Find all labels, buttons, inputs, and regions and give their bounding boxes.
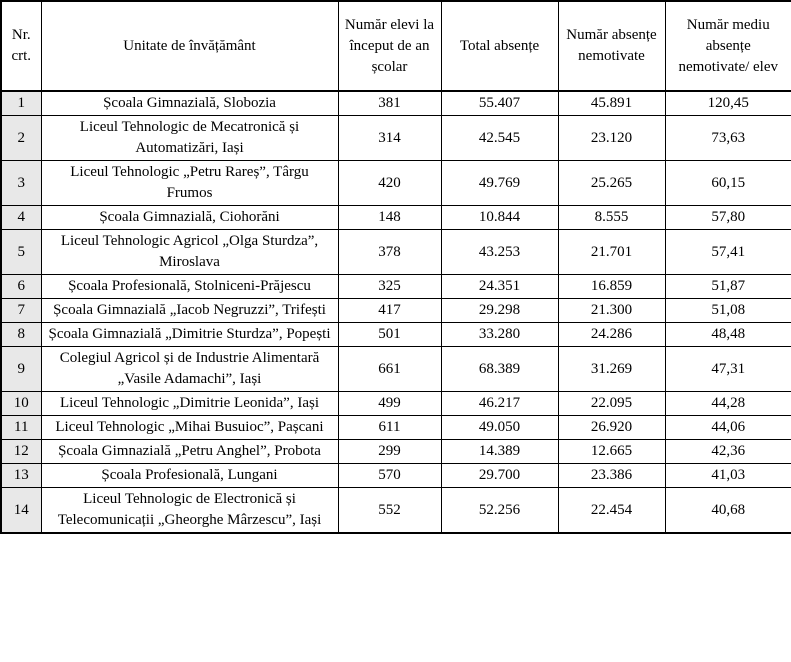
unexcused-absences-cell: 21.701 (558, 230, 665, 275)
total-absences-cell: 29.700 (441, 464, 558, 488)
students-count-cell: 420 (338, 161, 441, 206)
header-unitate: Unitate de învățământ (41, 1, 338, 91)
unexcused-absences-cell: 21.300 (558, 299, 665, 323)
total-absences-cell: 24.351 (441, 275, 558, 299)
row-number-cell: 2 (1, 116, 41, 161)
row-number-cell: 3 (1, 161, 41, 206)
avg-unexcused-cell: 120,45 (665, 91, 791, 116)
unexcused-absences-cell: 22.095 (558, 392, 665, 416)
row-number-cell: 4 (1, 206, 41, 230)
avg-unexcused-cell: 42,36 (665, 440, 791, 464)
unexcused-absences-cell: 16.859 (558, 275, 665, 299)
avg-unexcused-cell: 41,03 (665, 464, 791, 488)
students-count-cell: 148 (338, 206, 441, 230)
avg-unexcused-cell: 73,63 (665, 116, 791, 161)
row-number-cell: 7 (1, 299, 41, 323)
avg-unexcused-cell: 44,06 (665, 416, 791, 440)
table-row (1, 230, 791, 275)
avg-unexcused-cell: 57,80 (665, 206, 791, 230)
unexcused-absences-cell: 12.665 (558, 440, 665, 464)
unexcused-absences-cell: 45.891 (558, 91, 665, 116)
school-name-cell: Liceul Tehnologic Agricol „Olga Sturdza”, Miroslava (41, 230, 338, 275)
row-number-cell: 5 (1, 230, 41, 275)
row-number-cell: 11 (1, 416, 41, 440)
school-name-cell: Colegiul Agricol și de Industrie Alimentară „Vasile Adamachi”, Iași (41, 347, 338, 392)
school-name-cell: Școala Gimnazială, Slobozia (41, 91, 338, 116)
unexcused-absences-cell: 23.386 (558, 464, 665, 488)
avg-unexcused-cell: 51,87 (665, 275, 791, 299)
table-header (1, 1, 791, 91)
school-name-cell: Liceul Tehnologic de Electronică și Telecomunicații „Gheorghe Mârzescu”, Iași (41, 488, 338, 534)
row-number-cell: 14 (1, 488, 41, 534)
table-row (1, 299, 791, 323)
school-name-cell: Școala Profesională, Lungani (41, 464, 338, 488)
school-name-cell: Școala Gimnazială, Ciohorăni (41, 206, 338, 230)
table-body (1, 91, 791, 533)
students-count-cell: 570 (338, 464, 441, 488)
students-count-cell: 611 (338, 416, 441, 440)
row-number-cell: 12 (1, 440, 41, 464)
total-absences-cell: 42.545 (441, 116, 558, 161)
avg-unexcused-cell: 47,31 (665, 347, 791, 392)
table-row (1, 416, 791, 440)
header-medie-nemotivate: Număr mediu absențe nemotivate/ elev (665, 1, 791, 91)
unexcused-absences-cell: 26.920 (558, 416, 665, 440)
students-count-cell: 378 (338, 230, 441, 275)
total-absences-cell: 68.389 (441, 347, 558, 392)
row-number-cell: 1 (1, 91, 41, 116)
avg-unexcused-cell: 48,48 (665, 323, 791, 347)
header-row (1, 1, 791, 91)
header-total-absente: Total absențe (441, 1, 558, 91)
total-absences-cell: 52.256 (441, 488, 558, 534)
unexcused-absences-cell: 8.555 (558, 206, 665, 230)
avg-unexcused-cell: 57,41 (665, 230, 791, 275)
students-count-cell: 381 (338, 91, 441, 116)
total-absences-cell: 33.280 (441, 323, 558, 347)
avg-unexcused-cell: 40,68 (665, 488, 791, 534)
avg-unexcused-cell: 44,28 (665, 392, 791, 416)
school-name-cell: Școala Profesională, Stolniceni-Prăjescu (41, 275, 338, 299)
school-name-cell: Școala Gimnazială „Petru Anghel”, Probota (41, 440, 338, 464)
avg-unexcused-cell: 51,08 (665, 299, 791, 323)
school-name-cell: Școala Gimnazială „Iacob Negruzzi”, Trifești (41, 299, 338, 323)
header-nr-crt: Nr. crt. (1, 1, 41, 91)
students-count-cell: 661 (338, 347, 441, 392)
unexcused-absences-cell: 25.265 (558, 161, 665, 206)
school-name-cell: Liceul Tehnologic „Mihai Busuioc”, Pașcani (41, 416, 338, 440)
students-count-cell: 499 (338, 392, 441, 416)
total-absences-cell: 14.389 (441, 440, 558, 464)
avg-unexcused-cell: 60,15 (665, 161, 791, 206)
total-absences-cell: 46.217 (441, 392, 558, 416)
table-row (1, 440, 791, 464)
students-count-cell: 501 (338, 323, 441, 347)
table-row (1, 464, 791, 488)
students-count-cell: 417 (338, 299, 441, 323)
total-absences-cell: 55.407 (441, 91, 558, 116)
school-name-cell: Liceul Tehnologic „Dimitrie Leonida”, Iași (41, 392, 338, 416)
row-number-cell: 6 (1, 275, 41, 299)
total-absences-cell: 43.253 (441, 230, 558, 275)
table-row (1, 91, 791, 116)
table-row (1, 323, 791, 347)
table-row (1, 161, 791, 206)
unexcused-absences-cell: 24.286 (558, 323, 665, 347)
total-absences-cell: 29.298 (441, 299, 558, 323)
school-name-cell: Liceul Tehnologic de Mecatronică și Automatizări, Iași (41, 116, 338, 161)
school-name-cell: Liceul Tehnologic „Petru Rareș”, Târgu Frumos (41, 161, 338, 206)
total-absences-cell: 10.844 (441, 206, 558, 230)
row-number-cell: 8 (1, 323, 41, 347)
school-name-cell: Școala Gimnazială „Dimitrie Sturdza”, Popești (41, 323, 338, 347)
students-count-cell: 299 (338, 440, 441, 464)
students-count-cell: 552 (338, 488, 441, 534)
total-absences-cell: 49.769 (441, 161, 558, 206)
table-row (1, 206, 791, 230)
students-count-cell: 314 (338, 116, 441, 161)
table-row (1, 275, 791, 299)
unexcused-absences-cell: 22.454 (558, 488, 665, 534)
table-row (1, 392, 791, 416)
table-row (1, 488, 791, 534)
row-number-cell: 13 (1, 464, 41, 488)
table-row (1, 347, 791, 392)
total-absences-cell: 49.050 (441, 416, 558, 440)
header-absente-nemotivate: Număr absențe nemotivate (558, 1, 665, 91)
table-row (1, 116, 791, 161)
header-numar-elevi: Număr elevi la început de an școlar (338, 1, 441, 91)
row-number-cell: 9 (1, 347, 41, 392)
row-number-cell: 10 (1, 392, 41, 416)
unexcused-absences-cell: 31.269 (558, 347, 665, 392)
unexcused-absences-cell: 23.120 (558, 116, 665, 161)
students-count-cell: 325 (338, 275, 441, 299)
